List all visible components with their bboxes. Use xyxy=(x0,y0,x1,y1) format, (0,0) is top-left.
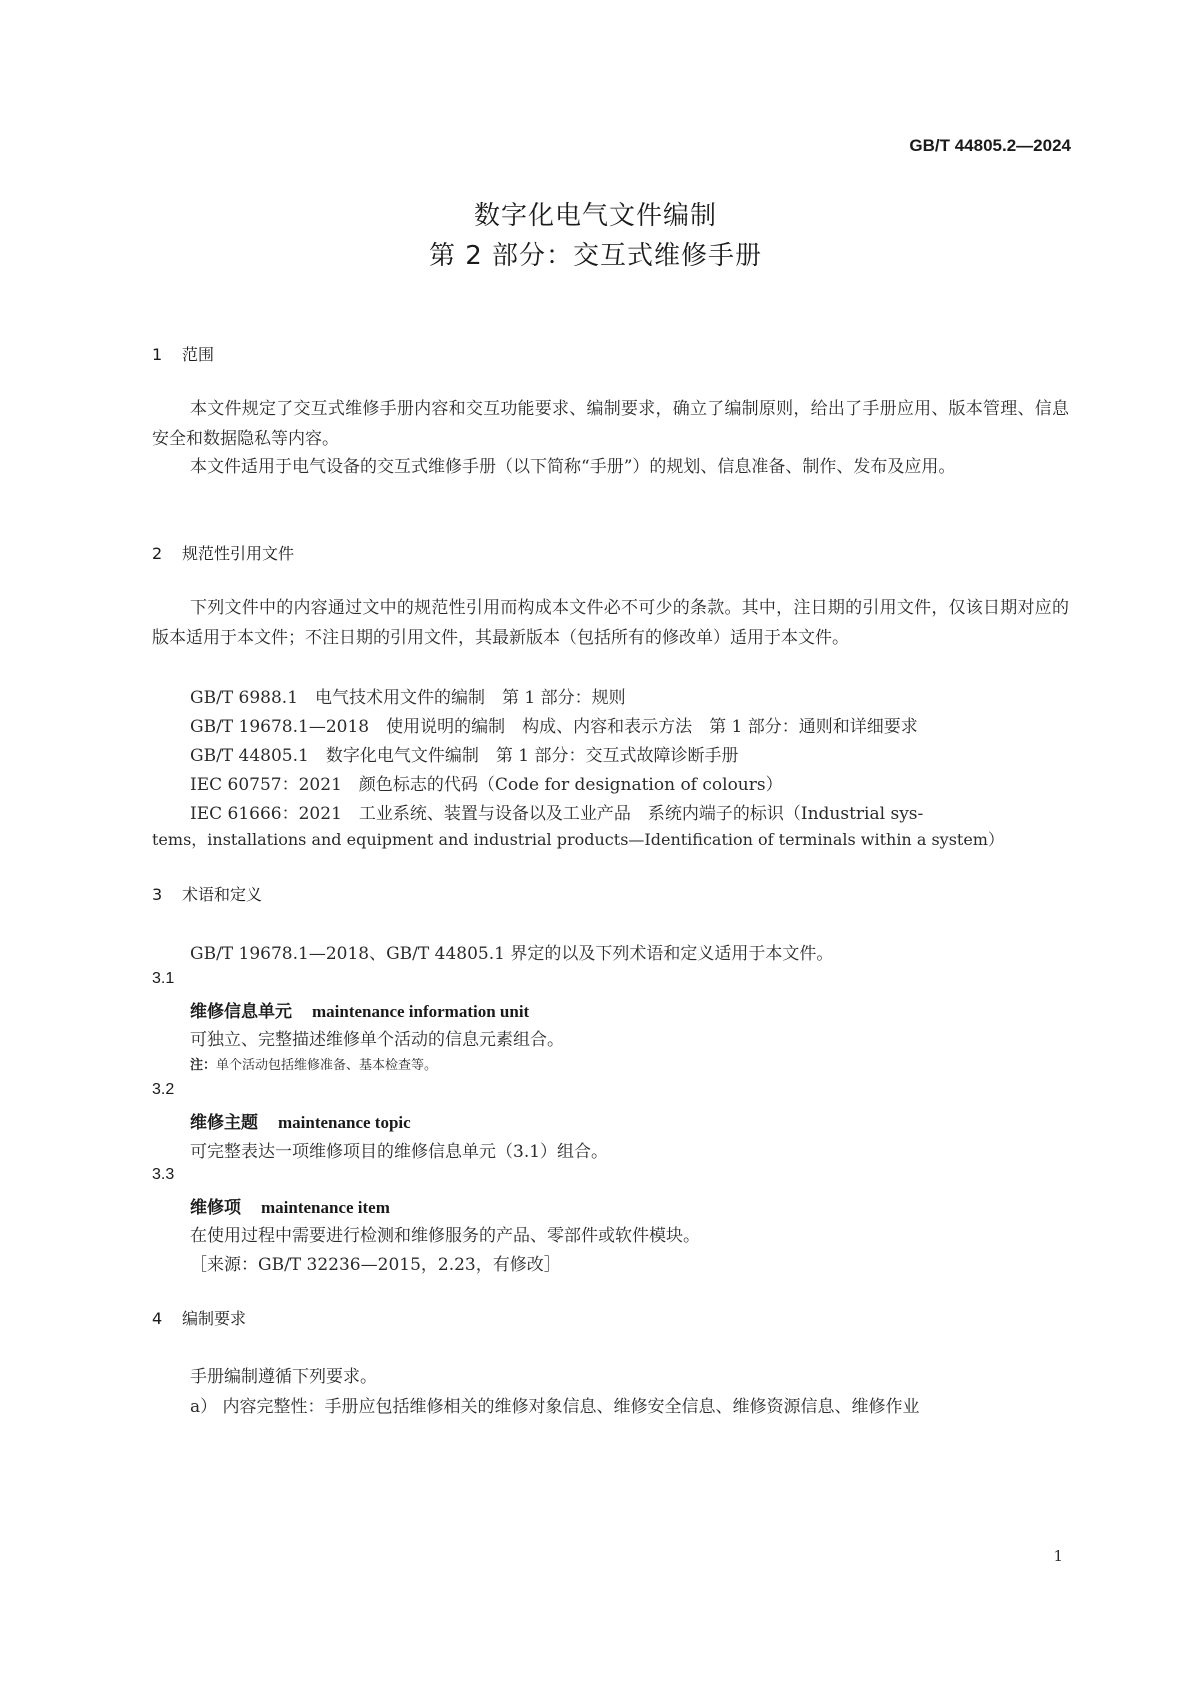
term-en: maintenance information unit xyxy=(312,1002,530,1021)
section-1-heading xyxy=(152,342,214,365)
paragraph: 下列文件中的内容通过文中的规范性引用而构成本文件必不可少的条款。其中，注日期的引用文件，仅该日期对应的版本适用于本文件；不注日期的引用文件，其最新版本（包括所有的修改单）适用于本文件。 xyxy=(152,598,1069,648)
term-definition: 可独立、完整描述维修单个活动的信息元素组合。 xyxy=(190,1030,564,1050)
section-title: 术语和定义 xyxy=(182,885,263,904)
reference-item-continued: tems，installations and equipment and industrial products—Identification of terminals within a system） xyxy=(152,830,1004,849)
section-number: 2 xyxy=(152,544,163,563)
section-title: 编制要求 xyxy=(182,1309,247,1328)
note-label: 注： xyxy=(190,1058,217,1073)
term-number: 3.3 xyxy=(152,1166,175,1183)
section-2-heading xyxy=(152,541,294,564)
term-definition: 可完整表达一项维修项目的维修信息单元（3.1）组合。 xyxy=(190,1142,609,1162)
term-en: maintenance item xyxy=(261,1198,390,1217)
term-number: 3.2 xyxy=(152,1081,175,1098)
reference-item: IEC 61666：2021 工业系统、装置与设备以及工业产品 系统内端子的标识（Industrial sys- xyxy=(190,804,924,824)
term-definition: 在使用过程中需要进行检测和维修服务的产品、零部件或软件模块。 xyxy=(190,1226,700,1246)
term-note xyxy=(190,1054,437,1073)
term-entry xyxy=(190,1108,411,1133)
section-4-heading xyxy=(152,1306,246,1329)
term-entry xyxy=(190,997,529,1022)
paragraph: 手册编制遵循下列要求。 xyxy=(190,1367,377,1387)
term-zh: 维修项 xyxy=(190,1198,241,1218)
term-entry xyxy=(190,1193,390,1218)
term-zh: 维修主题 xyxy=(190,1113,258,1133)
term-source: ［来源：GB/T 32236—2015，2.23，有修改］ xyxy=(190,1255,561,1275)
term-number: 3.1 xyxy=(152,970,175,987)
term-en: maintenance topic xyxy=(278,1113,411,1132)
section-title: 范围 xyxy=(182,345,215,364)
note-text: 单个活动包括维修准备、基本检查等。 xyxy=(216,1058,438,1073)
section-number: 3 xyxy=(152,885,163,904)
reference-item: GB/T 19678.1—2018 使用说明的编制 构成、内容和表示方法 第 1 部分：通则和详细要求 xyxy=(190,717,918,737)
reference-item: GB/T 6988.1 电气技术用文件的编制 第 1 部分：规则 xyxy=(190,688,626,708)
document-title: 数字化电气文件编制 xyxy=(473,201,717,231)
reference-item: IEC 60757：2021 颜色标志的代码（Code for designation of colours） xyxy=(190,775,783,795)
section-number: 1 xyxy=(152,345,163,364)
section-number: 4 xyxy=(152,1309,163,1328)
paragraph: GB/T 19678.1—2018、GB/T 44805.1 界定的以及下列术语和定义适用于本文件。 xyxy=(190,944,834,964)
reference-item: GB/T 44805.1 数字化电气文件编制 第 1 部分：交互式故障诊断手册 xyxy=(190,746,739,766)
list-item: a） 内容完整性：手册应包括维修相关的维修对象信息、维修安全信息、维修资源信息、维修作业 xyxy=(190,1397,920,1417)
paragraph: 本文件规定了交互式维修手册内容和交互功能要求、编制要求，确立了编制原则，给出了手册应用、版本管理、信息安全和数据隐私等内容。 xyxy=(152,399,1069,449)
section-title: 规范性引用文件 xyxy=(182,544,295,563)
standard-number: GB/T 44805.2—2024 xyxy=(909,136,1071,155)
term-zh: 维修信息单元 xyxy=(190,1002,292,1022)
document-subtitle: 第 2 部分：交互式维修手册 xyxy=(428,241,763,271)
page-number: 1 xyxy=(1053,1547,1063,1565)
section-3-heading xyxy=(152,882,262,905)
paragraph: 本文件适用于电气设备的交互式维修手册（以下简称“手册”）的规划、信息准备、制作、发布及应用。 xyxy=(190,457,956,477)
